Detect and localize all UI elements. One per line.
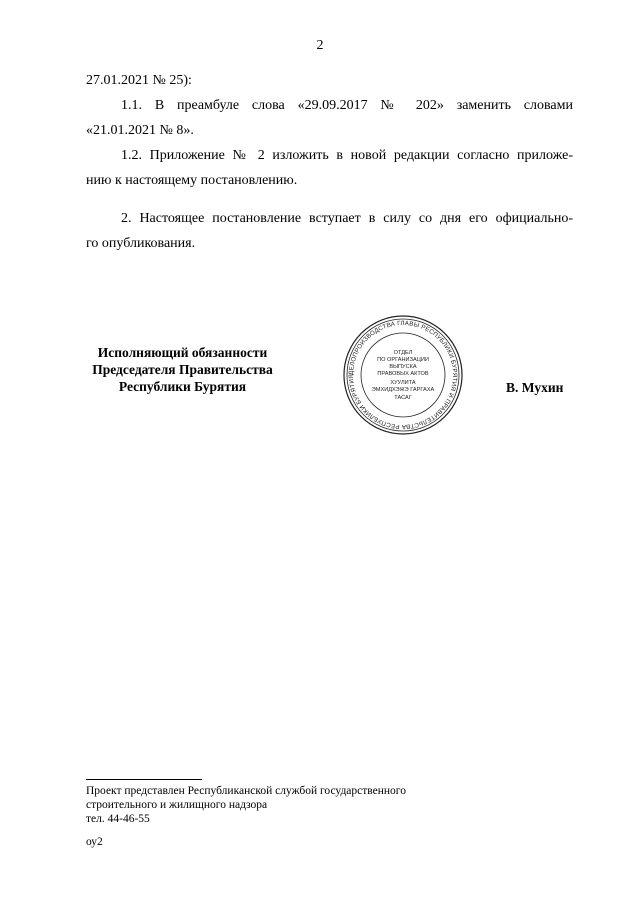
body-line-1: 27.01.2021 № 25): xyxy=(86,73,192,88)
body-line-3: «21.01.2021 № 8». xyxy=(86,123,194,138)
seal-outer-text: ДЕЛОПРОИЗВОДСТВА ГЛАВЫ РЕСПУБЛИКИ БУРЯТИЯ И ПРАВИТЕЛЬСТВА РЕСПУБЛИКИ БУРЯТИЯ xyxy=(347,319,459,431)
seal-inner-line-5: ХУУЛИТА xyxy=(390,380,416,386)
seal-inner-line-7: ТАСАГ xyxy=(394,395,412,401)
signatory-position-line-3: Республики Бурятия xyxy=(118,379,247,394)
signatory-position-line-1: Исполняющий обязанности xyxy=(97,345,268,360)
footer-line-1: Проект представлен Республиканской службой государственного xyxy=(86,785,406,797)
body-line-4: 1.2. Приложение № 2 изложить в новой редакции согласно приложе- xyxy=(121,148,573,163)
body-line-2: 1.1. В преамбуле слова «29.09.2017 № 202» заменить словами xyxy=(121,98,573,113)
body-line-6: 2. Настоящее постановление вступает в силу со дня его официально- xyxy=(121,211,573,226)
footnote-divider xyxy=(86,779,202,780)
body-line-5: нию к настоящему постановлению. xyxy=(86,173,298,188)
signatory-position-line-2: Председателя Правительства xyxy=(92,362,273,377)
footer-line-3: тел. 44-46-55 xyxy=(86,813,150,825)
body-line-7: го опубликования. xyxy=(86,236,196,251)
signatory-name: В. Мухин xyxy=(506,380,564,395)
footer-line-2: строительного и жилищного надзора xyxy=(86,799,268,811)
seal-inner-line-4: ПРАВОВЫХ АКТОВ xyxy=(377,371,429,377)
official-seal xyxy=(342,314,464,436)
document-code: оу2 xyxy=(86,836,103,848)
seal-inner-line-6: ЭМХИДХЭЖЭ ГАРГАХА xyxy=(371,387,435,393)
signatory-position xyxy=(80,344,285,395)
seal-inner-line-2: ПО ОРГАНИЗАЦИИ xyxy=(377,357,429,363)
page-number: 2 xyxy=(316,38,324,53)
seal-inner-line-1: ОТДЕЛ xyxy=(393,350,413,356)
seal-inner-line-3: ВЫПУСКА xyxy=(389,364,417,370)
